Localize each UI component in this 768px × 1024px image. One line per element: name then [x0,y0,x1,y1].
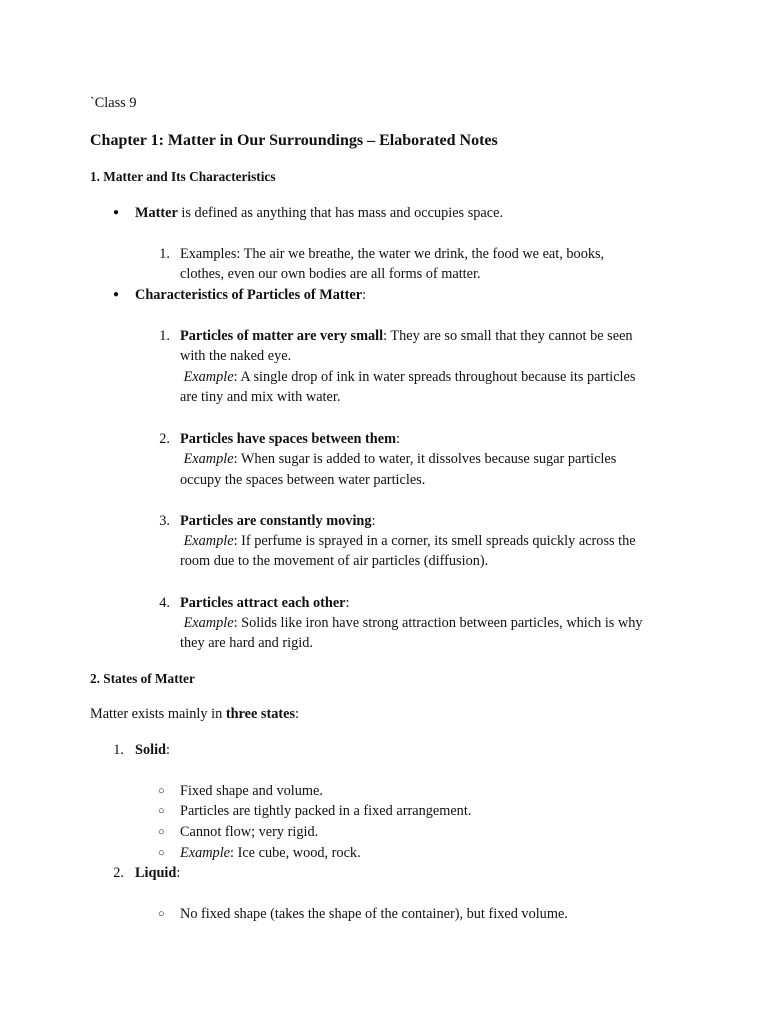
characteristic-item [180,429,400,450]
example-label: Example [183,533,234,549]
intro-colon: : [295,706,300,722]
solid-point: Particles are tightly packed in a fixed arrangement. [180,803,472,819]
intro-text: Matter exists mainly in [90,706,226,722]
example-line-2: room due to the movement of air particles (diffusion). [180,553,489,569]
example-label: Example [180,845,231,861]
states-intro [90,704,299,725]
example-line-2: occupy the spaces between water particles. [180,472,426,488]
state-solid [135,740,170,761]
bullet-icon: ● [113,207,120,218]
circle-bullet-icon: ○ [158,847,165,859]
intro-emphasis: three states [225,706,296,722]
liquid-point: No fixed shape (takes the shape of the container), but fixed volume. [180,906,568,922]
examples-line-2: clothes, even our own bodies are all forms of matter. [180,266,481,282]
page-title: Chapter 1: Matter in Our Surroundings – Elaborated Notes [90,132,498,149]
example-text: : When sugar is added to water, it dissolves because sugar particles [233,451,617,467]
circle-bullet-icon: ○ [158,826,165,838]
circle-bullet-icon: ○ [158,908,165,920]
circle-bullet-icon: ○ [158,785,165,797]
example-text: : If perfume is sprayed in a corner, its smell spreads quickly across the [233,533,636,549]
example-line-2: they are hard and rigid. [180,635,313,651]
state-label: Solid [135,742,166,758]
list-number: 1. [159,246,170,262]
characteristic-text: : [345,595,350,611]
list-number: 3. [159,513,170,529]
characteristic-item [180,511,376,532]
characteristic-text: : They are so small that they cannot be seen [383,328,633,344]
example-line [180,449,616,470]
characteristic-title: Particles are constantly moving [180,513,372,529]
example-label: Example [183,451,234,467]
list-number: 4. [159,595,170,611]
examples-line-1: Examples: The air we breathe, the water we drink, the food we eat, books, [180,246,605,262]
characteristic-item [180,593,350,614]
state-label: Liquid [135,865,177,881]
example-text: : Solids like iron have strong attraction between particles, which is why [233,615,643,631]
example-text: : A single drop of ink in water spreads throughout because its particles [233,369,636,385]
characteristic-text: : [371,513,376,529]
state-colon: : [166,742,170,758]
list-number: 2. [113,865,124,881]
matter-definition [135,203,503,224]
solid-point: Fixed shape and volume. [180,783,323,799]
solid-example [180,843,361,864]
example-line [180,367,635,388]
term-matter: Matter [135,205,178,221]
example-line [180,613,643,634]
circle-bullet-icon: ○ [158,805,165,817]
list-number: 1. [113,742,124,758]
characteristic-text: : [396,431,400,447]
section-heading-states: 2. States of Matter [90,671,195,686]
example-line-2: are tiny and mix with water. [180,389,341,405]
characteristic-text-line: with the naked eye. [180,348,292,364]
example-label: Example [183,369,234,385]
term-characteristics: Characteristics of Particles of Matter [135,287,363,303]
state-colon: : [176,865,181,881]
characteristic-title: Particles attract each other [180,595,346,611]
state-liquid [135,863,180,884]
bullet-icon: ● [113,289,120,300]
colon-text: : [362,287,367,303]
example-text: : Ice cube, wood, rock. [230,845,361,861]
definition-text: is defined as anything that has mass and occupies space. [177,205,504,221]
list-number: 2. [159,431,170,447]
characteristic-title: Particles of matter are very small [180,328,384,344]
characteristics-heading [135,285,366,306]
list-number: 1. [159,328,170,344]
section-heading-matter: 1. Matter and Its Characteristics [90,169,276,184]
example-line [180,531,636,552]
characteristic-title: Particles have spaces between them [180,431,396,447]
solid-point: Cannot flow; very rigid. [180,824,319,840]
example-label: Example [183,615,234,631]
class-label: `Class 9 [90,95,137,111]
characteristic-item [180,326,633,347]
